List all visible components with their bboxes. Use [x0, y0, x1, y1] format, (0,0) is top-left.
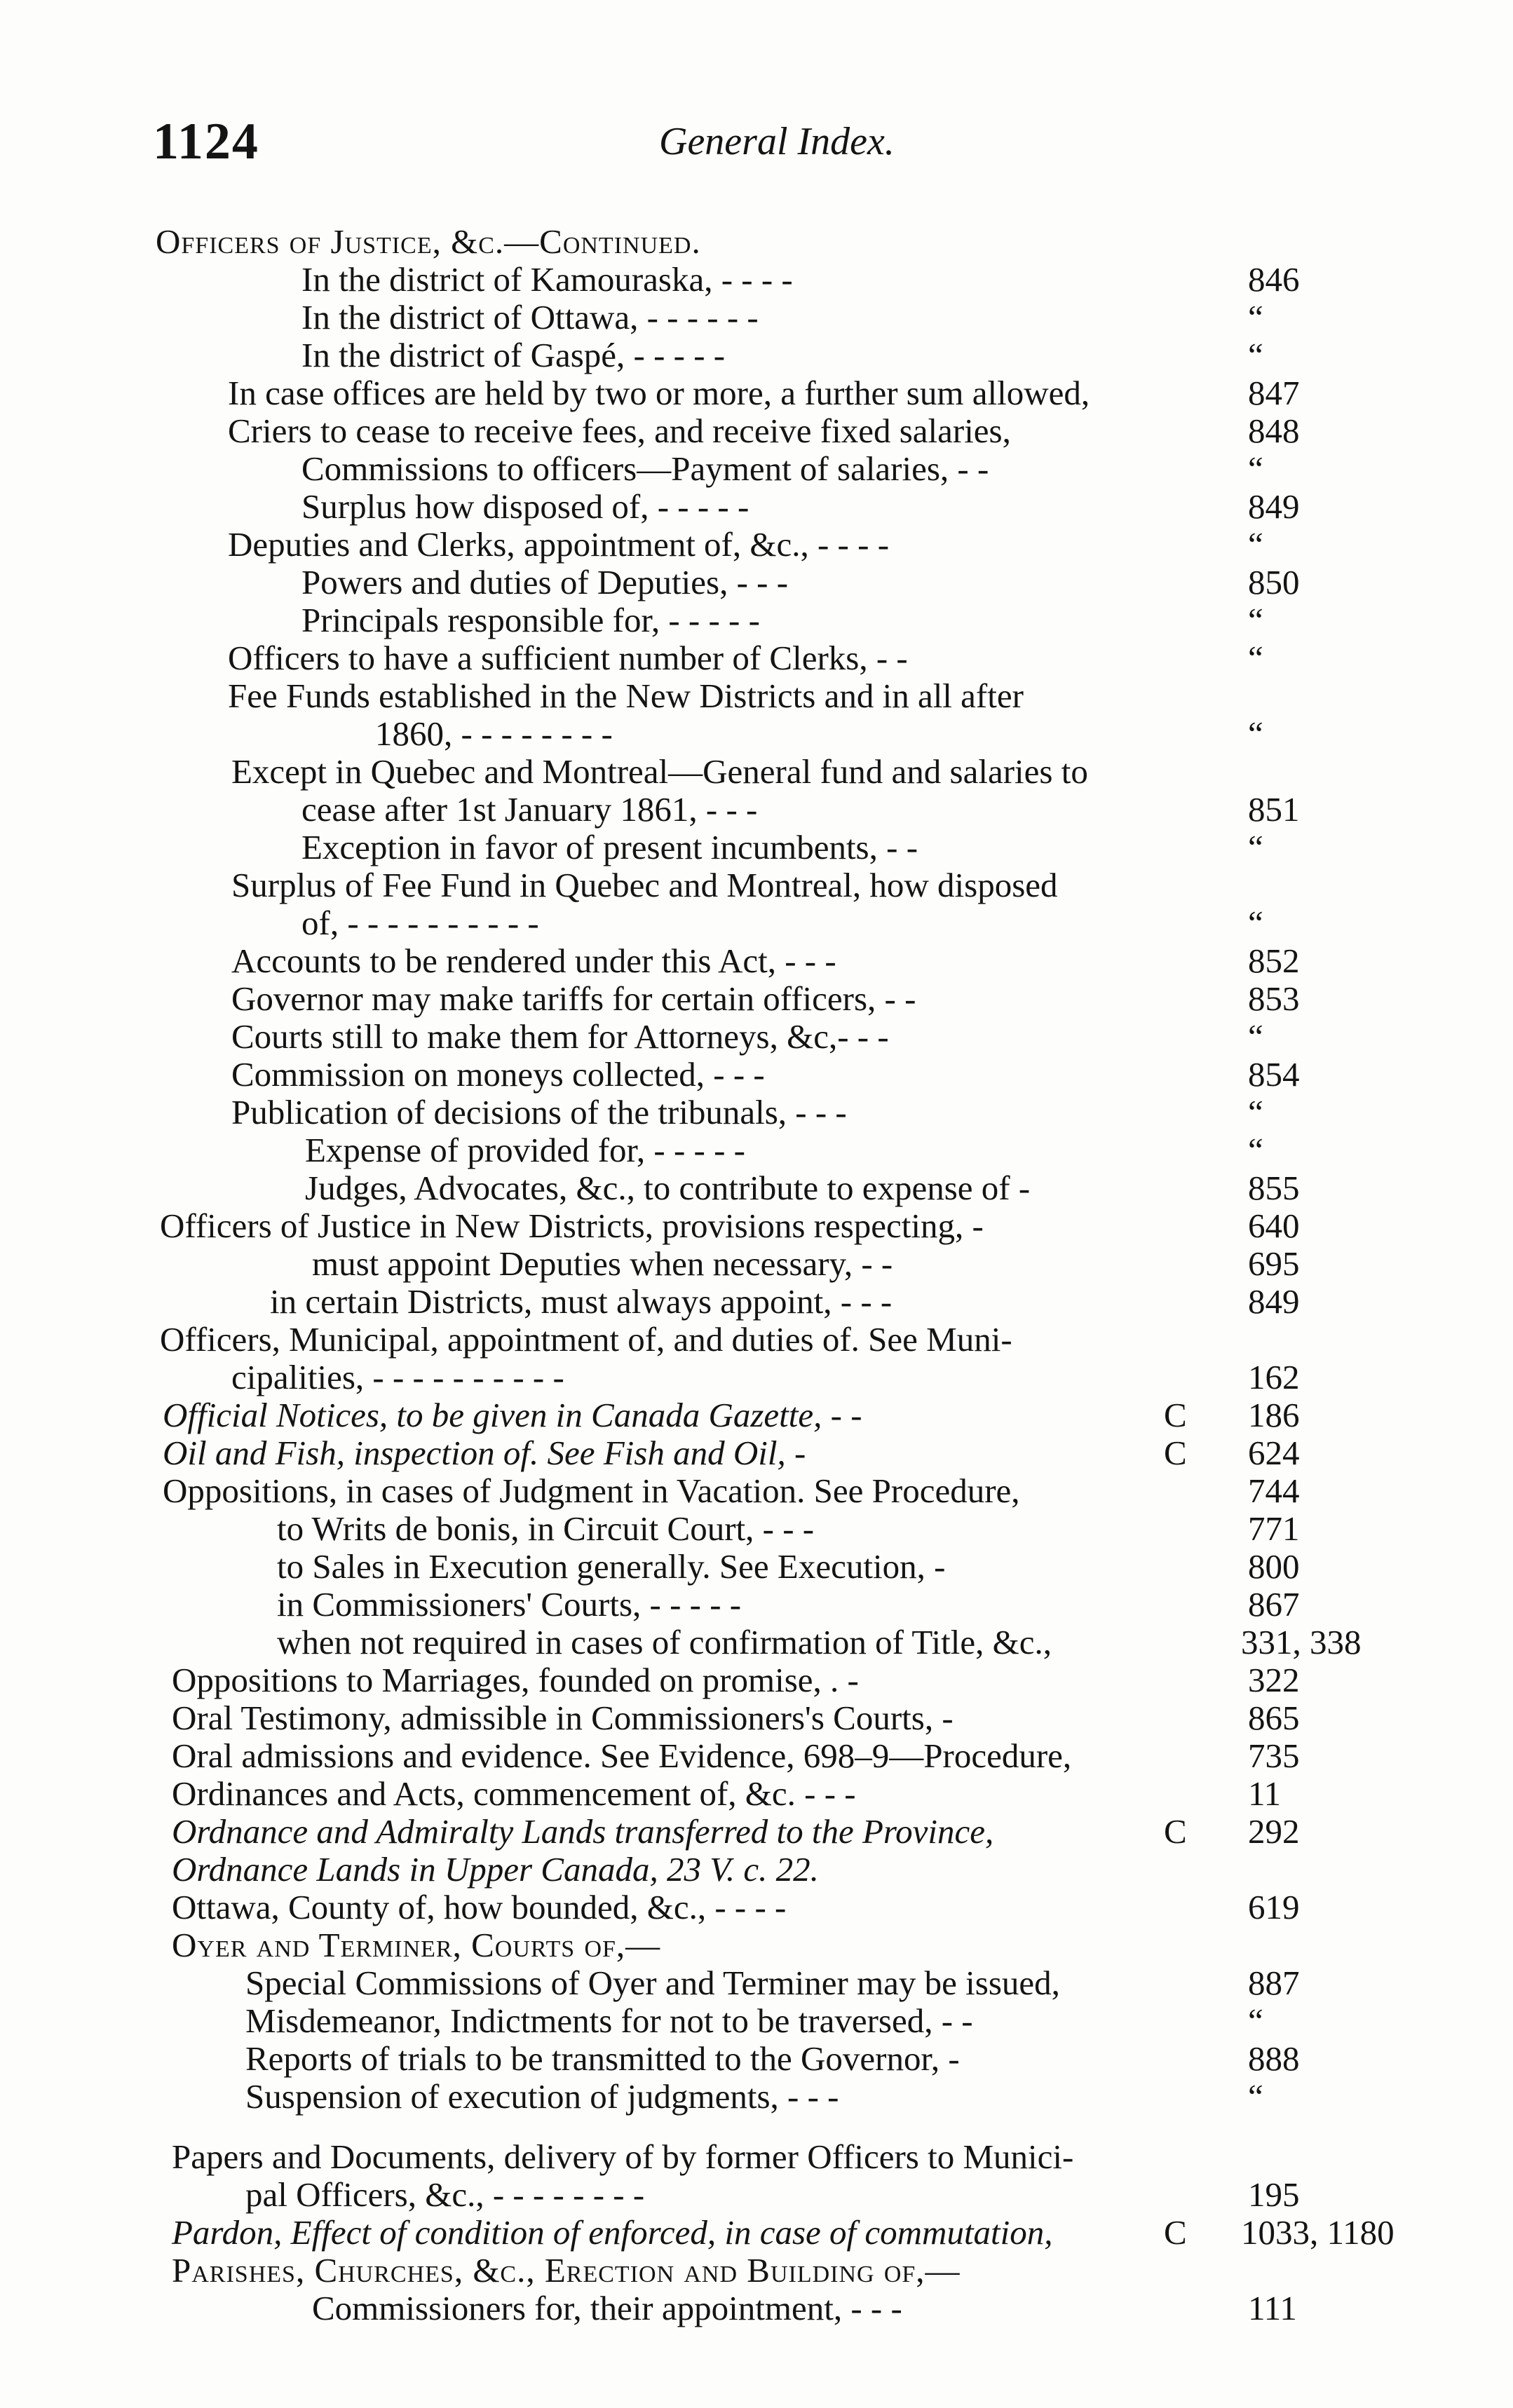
entry-text: In the district of Gaspé, - - - - - — [301, 336, 726, 374]
index-entry — [0, 2290, 1513, 2327]
entry-text: Exception in favor of present incumbents, - - — [301, 828, 918, 866]
page-ref: 849 — [1248, 487, 1300, 526]
page-ref: “ — [1248, 2001, 1263, 2040]
page-ref: “ — [1248, 298, 1263, 336]
entry-text: Oral admissions and evidence. See Evidence, 698–9—Procedure, — [172, 1736, 1072, 1775]
c-marker: C — [1164, 1434, 1187, 1472]
page-ref: “ — [1248, 904, 1263, 942]
page-ref: 624 — [1248, 1434, 1300, 1472]
index-entry — [0, 866, 1513, 904]
page-ref: 800 — [1248, 1547, 1300, 1586]
index-entry — [0, 791, 1513, 829]
entry-text: Principals responsible for, - - - - - — [301, 601, 760, 639]
entry-text: of, - - - - - - - - - - — [301, 904, 539, 942]
index-entry — [0, 223, 1513, 261]
index-entry — [0, 564, 1513, 601]
page-ref: 331, 338 — [1241, 1623, 1362, 1661]
entry-text: Officers of Justice in New Districts, provisions respecting, - — [160, 1206, 984, 1245]
entry-text: Commissions to officers—Payment of salaries, - - — [301, 449, 989, 488]
section-heading: Officers of Justice, &c.—Continued. — [156, 222, 701, 261]
entry-text: in certain Districts, must always appoint, - - - — [270, 1282, 893, 1321]
index-entry — [0, 1321, 1513, 1359]
index-entry — [0, 336, 1513, 374]
page-ref: 846 — [1248, 260, 1300, 299]
entry-text: Expense of provided for, - - - - - — [305, 1131, 746, 1169]
c-marker: C — [1164, 1396, 1187, 1434]
index-entry — [0, 1737, 1513, 1775]
c-marker: C — [1164, 2213, 1187, 2252]
index-entry — [0, 2138, 1513, 2176]
entry-text: Oppositions to Marriages, founded on promise, . - — [172, 1661, 859, 1699]
index-entry — [0, 1510, 1513, 1548]
index-entry — [0, 753, 1513, 791]
page-number: 1124 — [153, 113, 259, 170]
page-ref: 322 — [1248, 1661, 1300, 1699]
page-ref: 195 — [1248, 2175, 1300, 2214]
entry-text: Oppositions, in cases of Judgment in Vacation. See Procedure, — [163, 1471, 1020, 1510]
entry-text: when not required in cases of confirmation of Title, &c., — [277, 1623, 1052, 1661]
entry-text: cease after 1st January 1861, - - - — [301, 790, 758, 829]
page-ref: 852 — [1248, 941, 1300, 980]
running-title: General Index. — [659, 120, 895, 163]
index-entry — [0, 1056, 1513, 1094]
index-entry — [0, 2040, 1513, 2078]
entry-text: Ordinances and Acts, commencement of, &c. - - - — [172, 1774, 856, 1813]
entry-text: Officers to have a sufficient number of Clerks, - - — [228, 639, 908, 677]
entry-text: must appoint Deputies when necessary, - - — [312, 1244, 893, 1283]
page-ref: 850 — [1248, 563, 1300, 601]
index-entry — [0, 2252, 1513, 2290]
entry-text: In the district of Kamouraska, - - - - — [301, 260, 793, 299]
index-entry — [0, 2002, 1513, 2040]
entry-text: Judges, Advocates, &c., to contribute to expense of - — [305, 1169, 1031, 1207]
entry-text: Official Notices, to be given in Canada Gazette, - - — [163, 1396, 862, 1434]
index-entry — [0, 1699, 1513, 1737]
page-ref: “ — [1248, 714, 1263, 753]
index-entry — [0, 1775, 1513, 1813]
entry-text: Accounts to be rendered under this Act, - - - — [231, 941, 836, 980]
page-ref: 111 — [1248, 2289, 1297, 2327]
index-entry — [0, 677, 1513, 715]
index-entry — [0, 1889, 1513, 1926]
page-ref: “ — [1248, 1131, 1263, 1169]
entry-text: pal Officers, &c., - - - - - - - - — [245, 2175, 645, 2214]
page-ref: 771 — [1248, 1509, 1300, 1548]
index-entry — [0, 1434, 1513, 1472]
index-entry — [0, 1207, 1513, 1245]
page-ref: “ — [1248, 1017, 1263, 1056]
index-entry — [0, 2078, 1513, 2138]
page-ref: 853 — [1248, 979, 1300, 1018]
index-entry — [0, 1926, 1513, 1964]
entry-text: Publication of decisions of the tribunals, - - - — [231, 1093, 847, 1131]
entry-text: Courts still to make them for Attorneys, &c,- - - — [231, 1017, 889, 1056]
index-entry — [0, 1472, 1513, 1510]
page-ref: 162 — [1248, 1358, 1300, 1396]
index-entries — [0, 223, 1513, 2327]
index-entry — [0, 1396, 1513, 1434]
page-ref: 619 — [1248, 1888, 1300, 1926]
entry-text: 1860, - - - - - - - - — [375, 714, 613, 753]
entry-text: Pardon, Effect of condition of enforced, in case of commutation, — [172, 2213, 1053, 2252]
index-entry — [0, 261, 1513, 299]
page-ref: “ — [1248, 828, 1263, 866]
entry-text: to Sales in Execution generally. See Execution, - — [277, 1547, 946, 1586]
index-entry — [0, 829, 1513, 866]
page-ref: “ — [1248, 525, 1263, 564]
index-entry — [0, 1245, 1513, 1283]
entry-text: Misdemeanor, Indictments for not to be traversed, - - — [245, 2001, 973, 2040]
entry-text: Ordnance and Admiralty Lands transferred to the Province, — [172, 1812, 994, 1851]
page-ref: 744 — [1248, 1471, 1300, 1510]
page-ref: 292 — [1248, 1812, 1300, 1851]
index-entry — [0, 450, 1513, 488]
index-entry — [0, 601, 1513, 639]
entry-text: Surplus of Fee Fund in Quebec and Montreal, how disposed — [231, 866, 1058, 904]
entry-text: Powers and duties of Deputies, - - - — [301, 563, 789, 601]
index-entry — [0, 1283, 1513, 1321]
index-entry — [0, 904, 1513, 942]
index-entry — [0, 942, 1513, 980]
index-entry — [0, 1851, 1513, 1889]
page-ref: 887 — [1248, 1964, 1300, 2002]
index-entry — [0, 1813, 1513, 1851]
index-entry — [0, 374, 1513, 412]
index-entry — [0, 980, 1513, 1018]
entry-text: in Commissioners' Courts, - - - - - — [277, 1585, 742, 1624]
index-entry — [0, 1964, 1513, 2002]
entry-text: Oral Testimony, admissible in Commissioners's Courts, - — [172, 1699, 954, 1737]
entry-text: Criers to cease to receive fees, and receive fixed salaries, — [228, 411, 1011, 450]
entry-text: Commissioners for, their appointment, - - - — [312, 2289, 902, 2327]
page-ref: 848 — [1248, 411, 1300, 450]
index-entry — [0, 1169, 1513, 1207]
index-entry — [0, 715, 1513, 753]
section-heading: Parishes, Churches, &c., Erection and Building of,— — [172, 2251, 961, 2290]
page-ref: 851 — [1248, 790, 1300, 829]
entry-text: Fee Funds established in the New Districts and in all after — [228, 676, 1024, 715]
index-entry — [0, 1131, 1513, 1169]
page-ref: 11 — [1248, 1774, 1282, 1813]
entry-text: Papers and Documents, delivery of by former Officers to Munici- — [172, 2137, 1074, 2176]
entry-text: In the district of Ottawa, - - - - - - — [301, 298, 759, 336]
page-ref: 695 — [1248, 1244, 1300, 1283]
entry-text: Ottawa, County of, how bounded, &c., - - - - — [172, 1888, 787, 1926]
entry-text: Reports of trials to be transmitted to the Governor, - — [245, 2039, 960, 2078]
page-ref: “ — [1248, 639, 1263, 677]
index-entry — [0, 2176, 1513, 2214]
page-ref: 867 — [1248, 1585, 1300, 1624]
page-ref: “ — [1248, 336, 1263, 374]
page-ref: 855 — [1248, 1169, 1300, 1207]
entry-text: Governor may make tariffs for certain officers, - - — [231, 979, 916, 1018]
index-entry — [0, 299, 1513, 336]
page-ref: 865 — [1248, 1699, 1300, 1737]
page-ref: 888 — [1248, 2039, 1300, 2078]
index-entry — [0, 1624, 1513, 1661]
index-entry — [0, 526, 1513, 564]
index-entry — [0, 1661, 1513, 1699]
index-entry — [0, 1094, 1513, 1131]
page-ref: 849 — [1248, 1282, 1300, 1321]
index-entry — [0, 1359, 1513, 1396]
entry-text: Ordnance Lands in Upper Canada, 23 V. c. 22. — [172, 1850, 819, 1889]
page-ref: 735 — [1248, 1736, 1300, 1775]
page-ref: 847 — [1248, 374, 1300, 412]
entry-text: Commission on moneys collected, - - - — [231, 1055, 765, 1094]
index-entry — [0, 412, 1513, 450]
index-entry — [0, 639, 1513, 677]
page-ref: 640 — [1248, 1206, 1300, 1245]
page-ref: “ — [1248, 449, 1263, 488]
entry-text: Special Commissions of Oyer and Terminer may be issued, — [245, 1964, 1060, 2002]
c-marker: C — [1164, 1812, 1187, 1851]
page-ref: “ — [1248, 601, 1263, 639]
index-entry — [0, 2214, 1513, 2252]
page-header — [0, 112, 1513, 175]
page-ref: “ — [1248, 1093, 1263, 1131]
entry-text: In case offices are held by two or more, a further sum allowed, — [228, 374, 1090, 412]
page-ref: 854 — [1248, 1055, 1300, 1094]
index-entry — [0, 488, 1513, 526]
page-ref: “ — [1248, 2077, 1263, 2116]
page-ref: 1033, 1180 — [1241, 2213, 1395, 2252]
section-heading: Oyer and Terminer, Courts of,— — [172, 1926, 661, 1964]
entry-text: Except in Quebec and Montreal—General fund and salaries to — [231, 752, 1088, 791]
entry-text: Deputies and Clerks, appointment of, &c., - - - - — [228, 525, 890, 564]
entry-text: Oil and Fish, inspection of. See Fish and Oil, - — [163, 1434, 806, 1472]
entry-text: cipalities, - - - - - - - - - - — [231, 1358, 564, 1396]
entry-text: Surplus how disposed of, - - - - - — [301, 487, 749, 526]
page-ref: 186 — [1248, 1396, 1300, 1434]
index-entry — [0, 1018, 1513, 1056]
index-entry — [0, 1548, 1513, 1586]
entry-text: to Writs de bonis, in Circuit Court, - - - — [277, 1509, 815, 1548]
index-entry — [0, 1586, 1513, 1624]
entry-text: Officers, Municipal, appointment of, and duties of. See Muni- — [160, 1320, 1012, 1359]
entry-text: Suspension of execution of judgments, - - - — [245, 2077, 839, 2116]
